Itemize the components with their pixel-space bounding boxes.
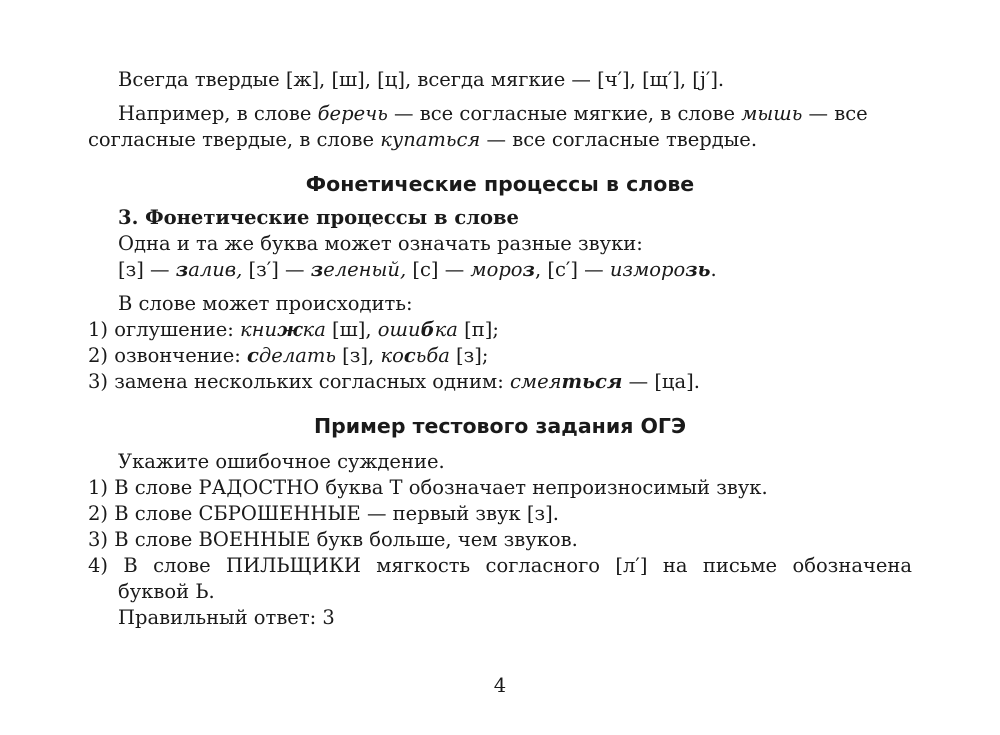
page-number: 4 [493, 674, 507, 697]
bold-letter: зь [685, 258, 711, 281]
example-word: алив, [188, 258, 243, 281]
bold-letter: с [403, 344, 416, 367]
text: — все согласные мягкие, в слове [387, 102, 742, 125]
section-heading-test-example: Пример тестового задания ОГЭ [313, 414, 687, 438]
text: делать [258, 344, 336, 367]
paragraph-example-line1 [118, 101, 868, 127]
sound-examples [118, 257, 717, 283]
text: [п]; [457, 318, 499, 341]
text: замена нескольких согласных одним: [108, 370, 510, 393]
text: [з], [335, 344, 381, 367]
correct-answer: Правильный ответ: 3 [118, 606, 335, 629]
processes-intro: В слове может происходить: [118, 292, 413, 315]
text: [с] — [406, 258, 471, 281]
text: — [ца]. [622, 370, 700, 393]
text: 3) [88, 370, 109, 393]
example-word: моро [470, 258, 523, 281]
text: согласные твердые, в слове [88, 128, 381, 151]
example-word: мышь [741, 102, 803, 125]
text: [з]; [449, 344, 489, 367]
text: [ш], [325, 318, 378, 341]
text: — все согласные твердые. [480, 128, 758, 151]
bold-letter: з [310, 258, 324, 281]
bold-letter: з [175, 258, 189, 281]
example-word: изморо [609, 258, 686, 281]
bold-letter: ться [561, 370, 623, 393]
test-option-continuation: буквой Ь. [118, 580, 215, 603]
text: 2) [88, 344, 109, 367]
text: оши [377, 318, 421, 341]
text: ка [434, 318, 458, 341]
text: смея [509, 370, 562, 393]
bold-letter: б [420, 318, 435, 341]
bold-letter: с [247, 344, 259, 367]
paragraph-consonants-hard-soft: Всегда твердые [ж], [ш], [ц], всегда мягкие — [ч′], [щ′], [j′]. [118, 68, 725, 91]
process-item [88, 369, 700, 395]
test-option: 1) В слове РАДОСТНО буква Т обозначает непроизносимый звук. [88, 476, 768, 499]
bold-letter: з [522, 258, 535, 281]
text: [з] — [118, 258, 176, 281]
test-option: 3) В слове ВОЕННЫЕ букв больше, чем звуков. [88, 528, 578, 551]
text: ко [380, 344, 404, 367]
process-item [88, 343, 488, 369]
text: 1) [88, 318, 109, 341]
intro-text: Одна и та же буква может означать разные звуки: [118, 232, 643, 255]
text: ка [302, 318, 326, 341]
paragraph-example-line2 [88, 127, 757, 153]
example-word: беречь [317, 102, 388, 125]
text: озвончение: [108, 344, 248, 367]
text: оглушение: [108, 318, 241, 341]
example-word: еленый, [323, 258, 407, 281]
text: кни [240, 318, 278, 341]
text: [з′] — [242, 258, 311, 281]
example-word: купаться [380, 128, 481, 151]
process-item [88, 317, 499, 343]
subheading: 3. Фонетические процессы в слове [118, 206, 519, 229]
text: . [710, 258, 717, 281]
text: , [535, 258, 542, 281]
section-heading-phonetic-processes: Фонетические процессы в слове [305, 172, 695, 196]
bold-letter: ж [277, 318, 303, 341]
text: Например, в слове [118, 102, 318, 125]
text: ьба [415, 344, 450, 367]
test-option: 4) В слове ПИЛЬЩИКИ мягкость согласного [л′] на письме обозначена [88, 554, 912, 577]
test-prompt: Укажите ошибочное суждение. [118, 450, 445, 473]
text: [с′] — [541, 258, 610, 281]
text: — все [802, 102, 868, 125]
test-option: 2) В слове СБРОШЕННЫЕ — первый звук [з]. [88, 502, 559, 525]
